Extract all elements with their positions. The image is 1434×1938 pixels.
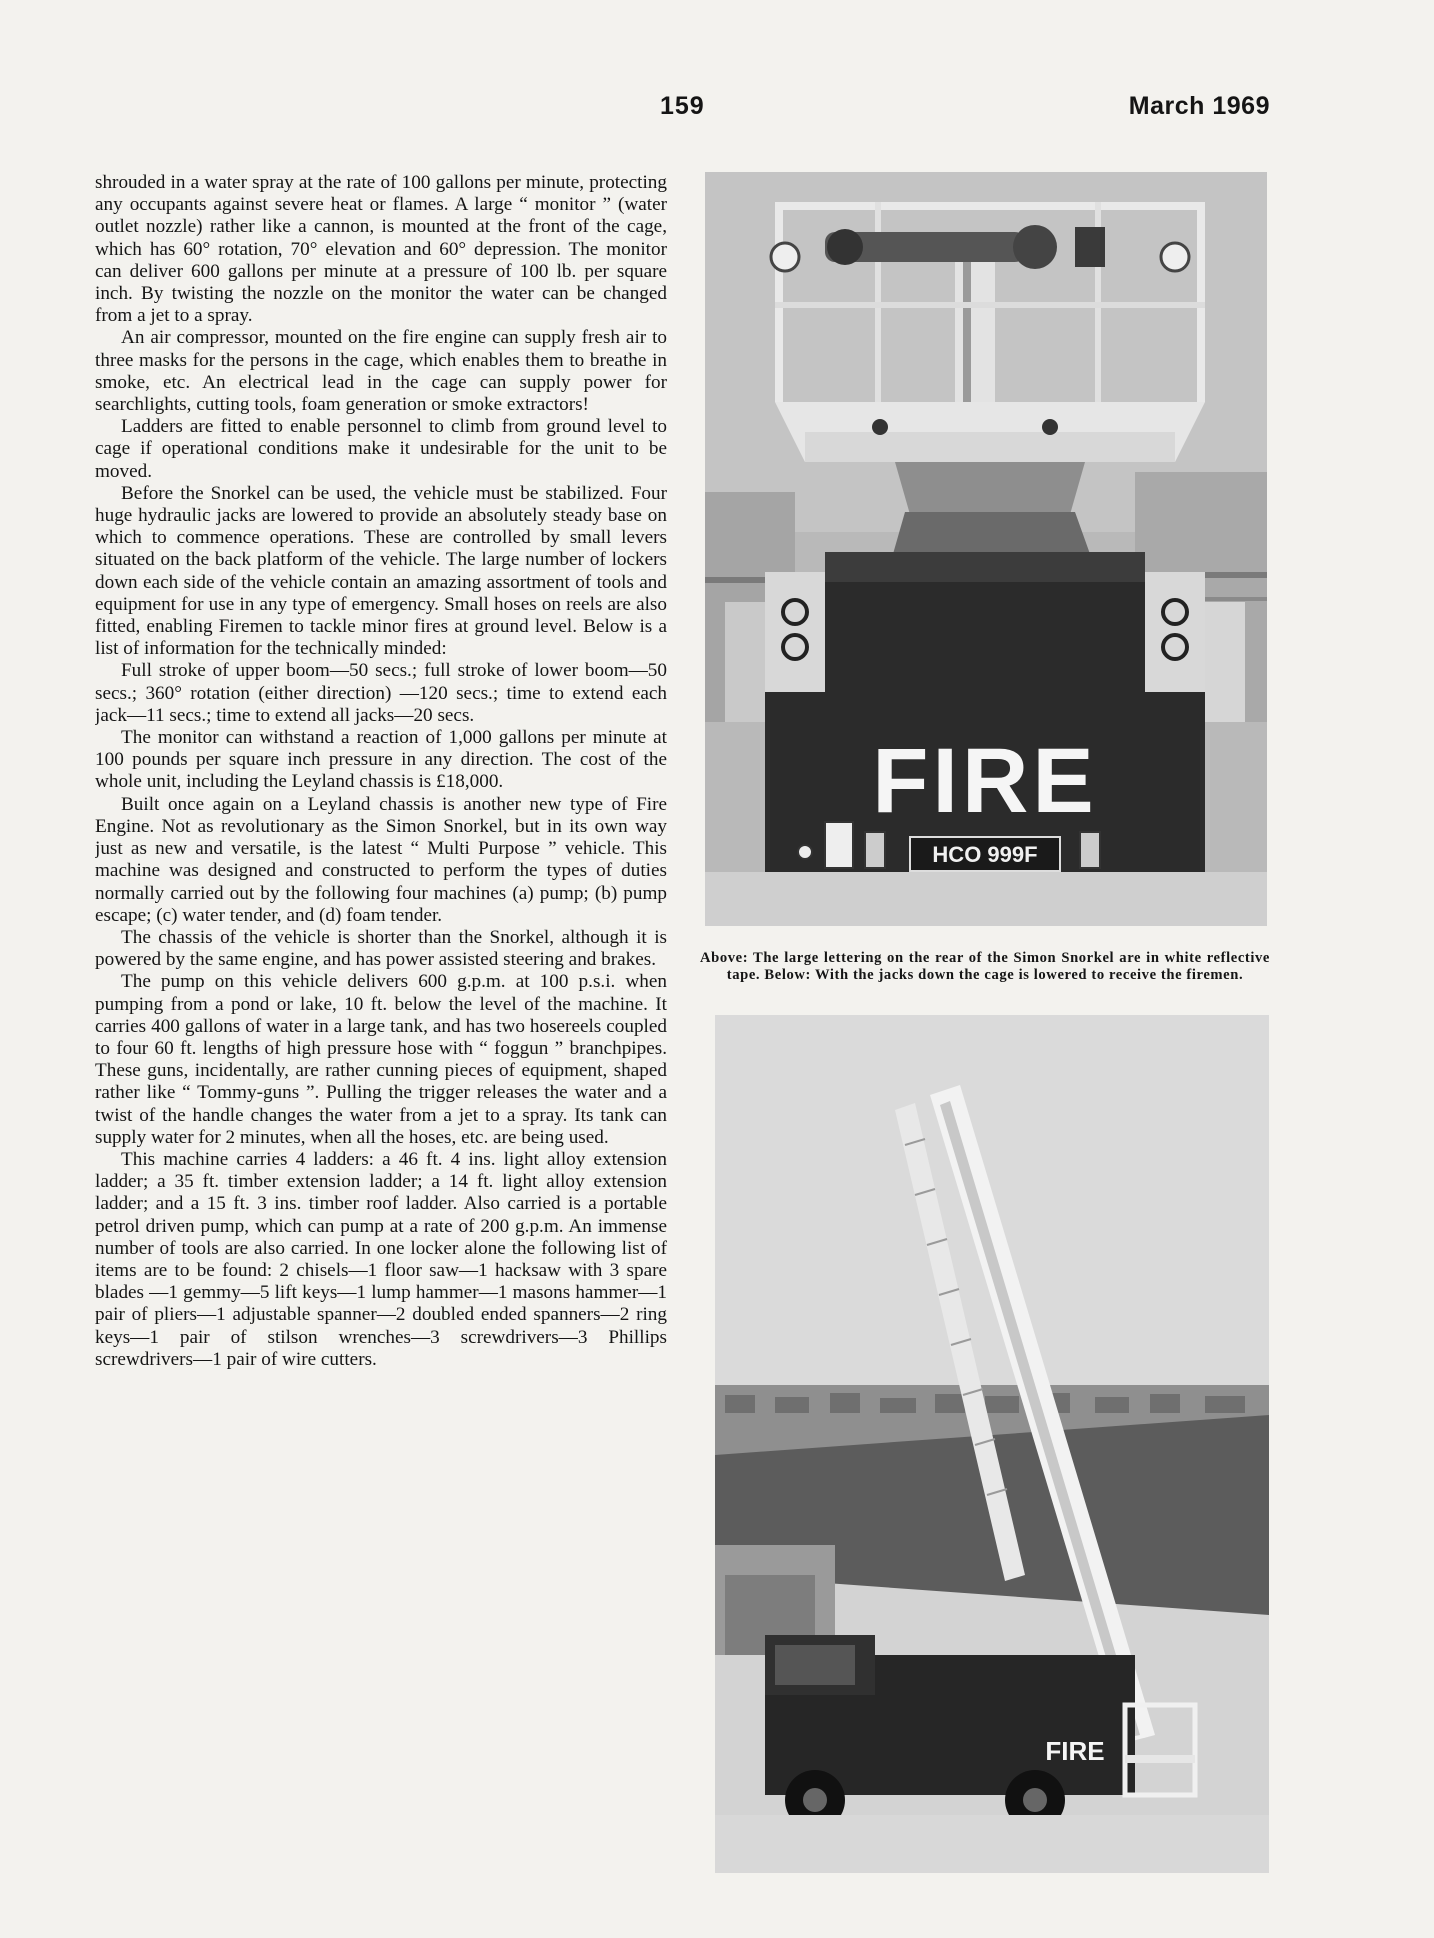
article-paragraph: shrouded in a water spray at the rate of 100 gallons per minute, protecting any occupants against severe heat or flames. A large “ monitor ” (water outlet nozzle) rather like a cannon, is mounted at the front of the cage, which has 60° rotation, 70° elevation and 60° depression. The monitor can deliver 600 gallons per minute at a pressure of 100 lb. per square inch. By twisting the nozzle on the monitor the water can be changed from a jet to a spray. [95, 172, 667, 327]
page-number: 159 [660, 92, 705, 120]
photo-caption: Above: The large lettering on the rear of the Simon Snorkel are in white reflective tape. Below: With the jacks down the cage is lowered to receive the firemen. [700, 950, 1270, 983]
fire-lettering-small: FIRE [1045, 1736, 1105, 1766]
ladder-vehicle-illustration [715, 1015, 1269, 1873]
ladder-vehicle-photo [715, 1015, 1269, 1873]
snorkel-rear-photo [705, 172, 1267, 926]
article-paragraph: The monitor can withstand a reaction of 1,000 gallons per minute at 100 pounds per square inch pressure in any direction. The cost of the whole unit, including the Leyland chassis is £18,000. [95, 727, 667, 793]
issue-date: March 1969 [1128, 92, 1270, 120]
article-paragraph: Full stroke of upper boom—50 secs.; full stroke of lower boom—50 secs.; 360° rotation (either direction) —120 secs.; time to extend each jack—11 secs.; time to extend all jacks—20 secs. [95, 660, 667, 726]
registration-plate: HCO 999F [932, 842, 1038, 867]
article-text-column [95, 172, 667, 1892]
article-paragraph: The pump on this vehicle delivers 600 g.p.m. at 100 p.s.i. when pumping from a pond or lake, 10 ft. below the level of the machine. It carries 400 gallons of water in a large tank, and has two hosereels coupled to four 60 ft. lengths of high pressure hose with “ foggun ” branchpipes. These guns, incidentally, are rather cunning pieces of equipment, shaped rather like “ Tommy-guns ”. Pulling the trigger releases the water and a twist of the handle changes the water from a jet to a spray. Its tank can supply water for 2 minutes, when all the hoses, etc. are being used. [95, 971, 667, 1148]
snorkel-rear-illustration [705, 172, 1267, 926]
article-paragraph: An air compressor, mounted on the fire engine can supply fresh air to three masks for the persons in the cage, which enables them to breathe in smoke, etc. An electrical lead in the cage can supply power for searchlights, cutting tools, foam generation or smoke extractors! [95, 327, 667, 416]
article-paragraph: Built once again on a Leyland chassis is another new type of Fire Engine. Not as revolutionary as the Simon Snorkel, but in its own way just as new and versatile, is the latest “ Multi Purpose ” vehicle. This machine was designed and constructed to perform the types of duties normally carried out by the following four machines (a) pump; (b) pump escape; (c) water tender, and (d) foam tender. [95, 793, 667, 926]
fire-lettering: FIRE [872, 730, 1098, 832]
article-paragraph: This machine carries 4 ladders: a 46 ft. 4 ins. light alloy extension ladder; a 35 ft. timber extension ladder; a 14 ft. light alloy extension ladder; and a 15 ft. 3 ins. timber roof ladder. Also carried is a portable petrol driven pump, which can pump at a rate of 200 g.p.m. An immense number of tools are also carried. In one locker alone the following list of items are to be found: 2 chisels—1 floor saw—1 hacksaw with 3 spare blades —1 gemmy—5 lift keys—1 lump hammer—1 masons hammer—1 pair of pliers—1 adjustable spanner—2 doubled ended spanners—2 ring keys—1 pair of stilson wrenches—3 screwdrivers—3 Phillips screwdrivers—1 pair of wire cutters. [95, 1148, 667, 1370]
article-paragraph: Before the Snorkel can be used, the vehicle must be stabilized. Four huge hydraulic jacks are lowered to provide an absolutely steady base on which to commence operations. These are controlled by small levers situated on the back platform of the vehicle. The large number of lockers down each side of the vehicle contain an amazing assortment of tools and equipment for use in any type of emergency. Small hoses on reels are also fitted, enabling Firemen to tackle minor fires at ground level. Below is a list of information for the technically minded: [95, 482, 667, 660]
article-paragraph: The chassis of the vehicle is shorter than the Snorkel, although it is powered by the same engine, and has power assisted steering and brakes. [95, 926, 667, 971]
article-paragraph: Ladders are fitted to enable personnel to climb from ground level to cage if operational conditions make it undesirable for the unit to be moved. [95, 416, 667, 482]
